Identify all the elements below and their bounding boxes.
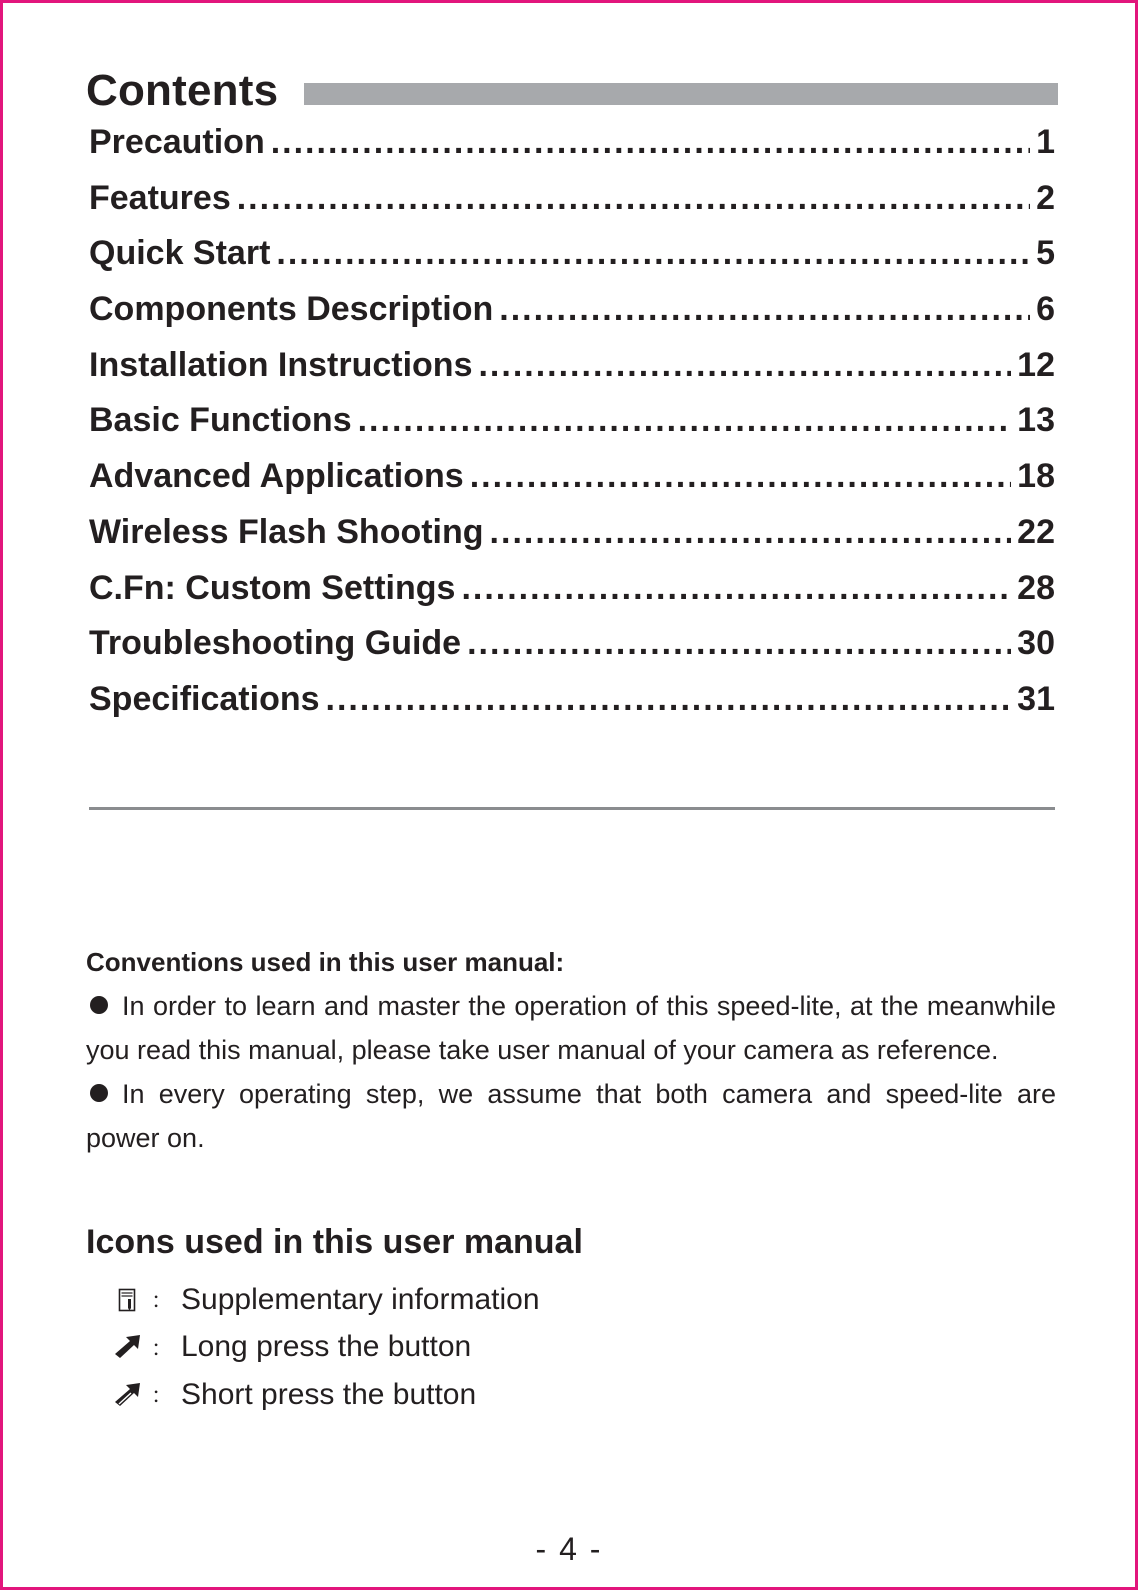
icon-legend-item	[111, 1371, 540, 1419]
toc-leader-dots	[470, 457, 1011, 496]
contents-header-bar	[304, 83, 1058, 105]
toc-entry[interactable]	[89, 290, 1055, 346]
icon-separator: ：	[150, 1383, 173, 1409]
conventions-paragraph	[86, 984, 1056, 1072]
icon-legend-label: Long press the button	[181, 1330, 472, 1364]
toc-leader-dots	[271, 123, 1030, 162]
icon-legend-item	[111, 1276, 540, 1324]
toc-entry-page: 30	[1017, 624, 1055, 663]
toc-entry-title: Installation Instructions	[89, 345, 473, 384]
section-divider	[89, 807, 1055, 810]
toc-entry-title: Troubleshooting Guide	[89, 624, 462, 663]
toc-entry[interactable]	[89, 346, 1055, 402]
conventions-text: In every operating step, we assume that both camera and speed-lite are power on.	[86, 1079, 1056, 1153]
page-number: - 4 -	[535, 1531, 603, 1567]
icon-legend	[111, 1276, 540, 1419]
toc-entry-page: 12	[1017, 345, 1055, 384]
toc-entry[interactable]	[89, 457, 1055, 513]
icon-legend-label: Supplementary information	[181, 1282, 540, 1316]
toc-entry-title: Precaution	[89, 123, 265, 161]
toc-entry-title: Quick Start	[89, 234, 271, 273]
table-of-contents	[89, 123, 1055, 736]
icon-separator: ：	[150, 1288, 173, 1314]
contents-title: Contents	[86, 66, 279, 115]
toc-leader-dots	[326, 680, 1012, 719]
icon-legend-label: Short press the button	[181, 1377, 477, 1411]
toc-entry-page: 2	[1036, 178, 1055, 217]
toc-entry[interactable]	[89, 513, 1055, 569]
toc-leader-dots	[461, 569, 1011, 608]
toc-entry-title: Basic Functions	[89, 401, 352, 440]
toc-entry-page: 6	[1036, 290, 1055, 329]
toc-entry-page: 22	[1017, 512, 1055, 551]
conventions-text: In order to learn and master the operation of this speed-lite, at the meanwhile you read this manual, please take user manual of your camera as reference.	[86, 991, 1056, 1065]
toc-entry-page: 13	[1017, 401, 1055, 440]
conventions-section	[86, 940, 1056, 1160]
toc-entry-title: Components Description	[89, 290, 494, 329]
toc-entry[interactable]	[89, 401, 1055, 457]
toc-leader-dots	[478, 346, 1011, 385]
conventions-paragraph	[86, 1072, 1056, 1160]
toc-entry-title: Wireless Flash Shooting	[89, 512, 484, 551]
bullet-icon	[90, 996, 108, 1014]
toc-entry-title: Features	[89, 178, 231, 217]
toc-entry-title: Specifications	[89, 679, 320, 718]
toc-entry[interactable]	[89, 624, 1055, 680]
toc-entry-page: 5	[1036, 234, 1055, 273]
conventions-title: Conventions used in this user manual:	[86, 947, 565, 977]
icon-separator: ：	[150, 1335, 173, 1361]
icons-section-title: Icons used in this user manual	[86, 1223, 583, 1261]
toc-leader-dots	[358, 401, 1012, 440]
toc-entry-title: C.Fn: Custom Settings	[89, 568, 456, 607]
supplementary-info-icon	[111, 1284, 143, 1316]
toc-entry-page: 1	[1036, 123, 1055, 161]
toc-entry[interactable]	[89, 680, 1055, 736]
toc-leader-dots	[499, 290, 1030, 329]
toc-leader-dots	[490, 513, 1012, 552]
icon-legend-item	[111, 1324, 540, 1372]
toc-entry[interactable]	[89, 234, 1055, 290]
toc-leader-dots	[276, 234, 1030, 273]
toc-entry-page: 18	[1017, 457, 1055, 496]
toc-entry-page: 28	[1017, 568, 1055, 607]
long-press-icon	[111, 1331, 143, 1363]
toc-entry-page: 31	[1017, 679, 1055, 718]
toc-entry[interactable]	[89, 123, 1055, 179]
bullet-icon	[90, 1084, 108, 1102]
toc-entry[interactable]	[89, 569, 1055, 625]
contents-header	[86, 65, 1058, 117]
toc-leader-dots	[467, 624, 1011, 663]
toc-entry-title: Advanced Applications	[89, 457, 464, 496]
short-press-icon	[111, 1379, 143, 1411]
toc-entry[interactable]	[89, 179, 1055, 235]
toc-leader-dots	[237, 179, 1030, 218]
